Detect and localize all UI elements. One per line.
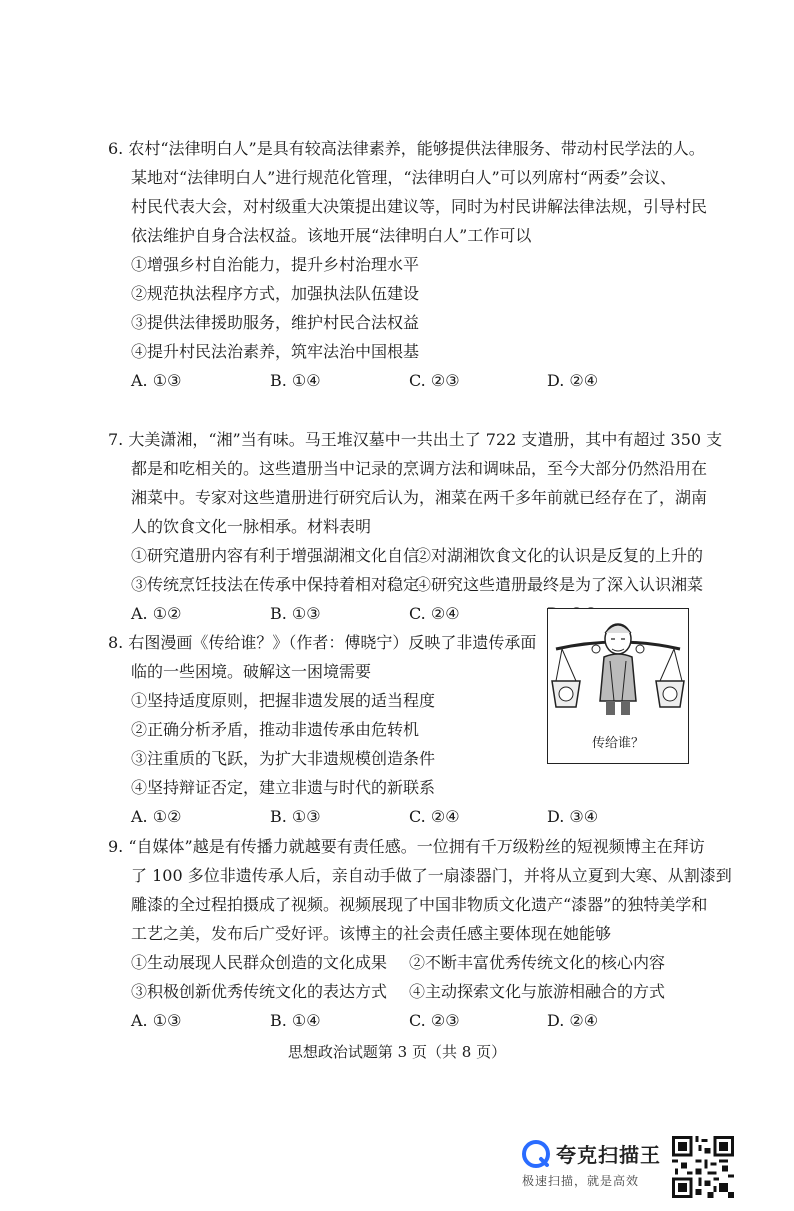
question-9-item: ③积极创新优秀传统文化的表达方式 — [131, 982, 388, 1001]
question-7-stem-line: 湘菜中。专家对这些遣册进行研究后认为，湘菜在两千多年前就已经存在了，湖南 — [131, 488, 708, 507]
scanner-brand-name: 夸克扫描王 — [556, 1143, 661, 1167]
question-6-option-b[interactable]: B. ①④ — [270, 371, 321, 390]
question-8-option-b[interactable]: B. ①③ — [270, 807, 321, 826]
question-9-item: ①生动展现人民群众创造的文化成果 — [131, 953, 388, 972]
question-8-stem-line: 临的一些困境。破解这一困境需要 — [131, 662, 372, 681]
question-8-item: ③注重质的飞跃，为扩大非遗规模创造条件 — [131, 749, 436, 768]
question-6-option-a[interactable]: A. ①③ — [131, 371, 182, 390]
question-8-item: ②正确分析矛盾，推动非遗传承由危转机 — [131, 720, 420, 739]
question-8-option-d[interactable]: D. ③④ — [547, 807, 599, 826]
question-9-stem-line: 9. “自媒体”越是有传播力就越要有责任感。一位拥有千万级粉丝的短视频博主在拜访 — [108, 837, 705, 856]
question-9-option-b[interactable]: B. ①④ — [270, 1011, 321, 1030]
question-6-item: ③提供法律援助服务，维护村民合法权益 — [131, 313, 420, 332]
question-6-option-c[interactable]: C. ②③ — [409, 371, 460, 390]
question-6-stem-line: 村民代表大会，对村级重大决策提出建议等，同时为村民讲解法律法规，引导村民 — [131, 197, 708, 216]
question-7-item: ③传统烹饪技法在传承中保持着相对稳定 — [131, 575, 420, 594]
question-6-stem-line: 6. 农村“法律明白人”是具有较高法律素养，能够提供法律服务、带动村民学法的人。 — [108, 139, 705, 158]
question-7-option-a[interactable]: A. ①② — [131, 604, 182, 623]
question-7-option-c[interactable]: C. ②④ — [409, 604, 460, 623]
scanner-watermark — [522, 1136, 672, 1196]
question-9-stem-line: 工艺之美，发布后广受好评。该博主的社会责任感主要体现在她能够 — [131, 924, 612, 943]
scanner-logo-icon — [522, 1140, 550, 1168]
question-6-stem-line: 某地对“法律明白人”进行规范化管理，“法律明白人”可以列席村“两委”会议、 — [131, 168, 677, 187]
question-8-option-c[interactable]: C. ②④ — [409, 807, 460, 826]
cartoon-figure-icon — [548, 609, 688, 729]
question-9-item: ④主动探索文化与旅游相融合的方式 — [409, 982, 666, 1001]
question-7-stem-line: 人的饮食文化一脉相承。材料表明 — [131, 517, 372, 536]
question-9-option-d[interactable]: D. ②④ — [547, 1011, 599, 1030]
cartoon-caption: 传给谁？ — [591, 736, 644, 751]
question-8-stem-line: 8. 右图漫画《传给谁？》（作者：傅晓宁）反映了非遗传承面 — [108, 633, 537, 652]
question-7-item: ④研究这些遣册最终是为了深入认识湘菜 — [415, 575, 704, 594]
question-7-stem-line: 7. 大美潇湘，“湘”当有味。马王堆汉墓中一共出土了 722 支遣册，其中有超过 350 支 — [108, 430, 723, 449]
cartoon-illustration — [547, 608, 689, 764]
question-7-item: ①研究遣册内容有利于增强湖湘文化自信 — [131, 546, 420, 565]
question-7-stem-line: 都是和吃相关的。这些遣册当中记录的烹调方法和调味品，至今大部分仍然沿用在 — [131, 459, 708, 478]
page-footer: 思想政治试题第 3 页（共 8 页） — [287, 1043, 507, 1061]
scanner-brand-slogan: 极速扫描，就是高效 — [522, 1174, 640, 1188]
question-6-stem-line: 依法维护自身合法权益。该地开展“法律明白人”工作可以 — [131, 226, 532, 245]
question-9-item: ②不断丰富优秀传统文化的核心内容 — [409, 953, 666, 972]
question-7-option-b[interactable]: B. ①③ — [270, 604, 321, 623]
question-6-item: ④提升村民法治素养，筑牢法治中国根基 — [131, 342, 420, 361]
question-8-option-a[interactable]: A. ①② — [131, 807, 182, 826]
question-7-item: ②对湖湘饮食文化的认识是反复的上升的 — [415, 546, 704, 565]
question-8-item: ①坚持适度原则，把握非遗发展的适当程度 — [131, 691, 436, 710]
question-6-item: ①增强乡村自治能力，提升乡村治理水平 — [131, 255, 420, 274]
question-6-option-d[interactable]: D. ②④ — [547, 371, 599, 390]
question-8-item: ④坚持辩证否定，建立非遗与时代的新联系 — [131, 778, 436, 797]
question-9-stem-line: 了 100 多位非遗传承人后，亲自动手做了一扇漆器门，并将从立夏到大寒、从割漆到 — [131, 866, 732, 885]
question-9-option-c[interactable]: C. ②③ — [409, 1011, 460, 1030]
question-9-option-a[interactable]: A. ①③ — [131, 1011, 182, 1030]
qr-code-icon[interactable] — [672, 1136, 734, 1198]
question-9-stem-line: 雕漆的全过程拍摄成了视频。视频展现了中国非物质文化遗产“漆器”的独特美学和 — [131, 895, 708, 914]
question-6-item: ②规范执法程序方式，加强执法队伍建设 — [131, 284, 420, 303]
